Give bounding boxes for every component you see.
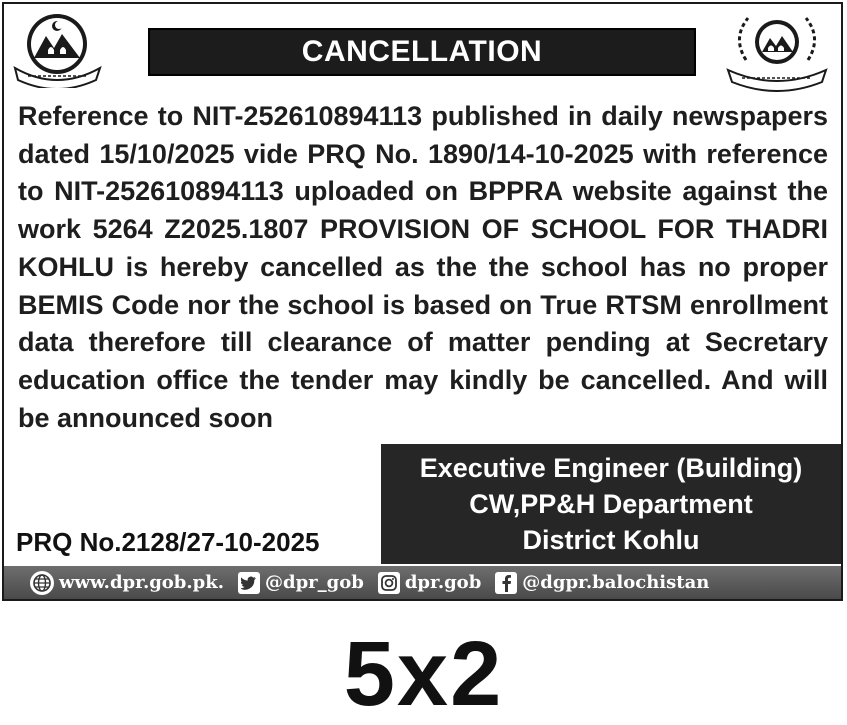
signature-department: CW,PP&H Department <box>469 489 753 519</box>
prq-number: PRQ No.2128/27-10-2025 <box>16 527 320 557</box>
facebook-icon <box>495 572 517 594</box>
footer-website-label: www.dpr.gob.pk. <box>59 572 224 593</box>
footer-facebook-label: @dgpr.balochistan <box>522 572 710 593</box>
dgpr-emblem-icon <box>718 8 836 92</box>
footer-facebook[interactable] <box>495 572 709 594</box>
title-bar <box>148 28 696 76</box>
footer-instagram-label: dpr.gob <box>404 572 482 593</box>
footer-twitter-label: @dpr_gob <box>264 572 364 593</box>
balochistan-emblem-icon <box>10 10 105 88</box>
notice-body: Reference to NIT-252610894113 published in daily newspapers dated 15/10/2025 vide PRQ No. 1890/14-10-2025 with reference to NIT-252610894113 uploaded on BPPRA website against the work 5264 Z2025.1807 PROVISION OF SCHOOL FOR THADRI KOHLU is hereby cancelled as the the school has no proper BEMIS Code nor the school is based on True RTSM enrollment data therefore till clearance of matter pending at Secretary education office the tender may kindly be cancelled. And will be announced soon <box>18 101 828 433</box>
page-title: CANCELLATION <box>301 35 543 68</box>
signature-block <box>381 444 841 564</box>
footer-instagram[interactable] <box>378 572 481 594</box>
footer-twitter[interactable] <box>238 572 364 594</box>
globe-icon <box>30 571 54 595</box>
instagram-icon <box>378 572 400 594</box>
ad-size-label: 5x2 <box>343 623 504 725</box>
twitter-icon <box>238 572 260 594</box>
signature-district: District Kohlu <box>522 525 700 555</box>
footer-website[interactable] <box>30 571 224 595</box>
signature-title: Executive Engineer (Building) <box>419 453 803 483</box>
footer-bar <box>4 566 841 599</box>
